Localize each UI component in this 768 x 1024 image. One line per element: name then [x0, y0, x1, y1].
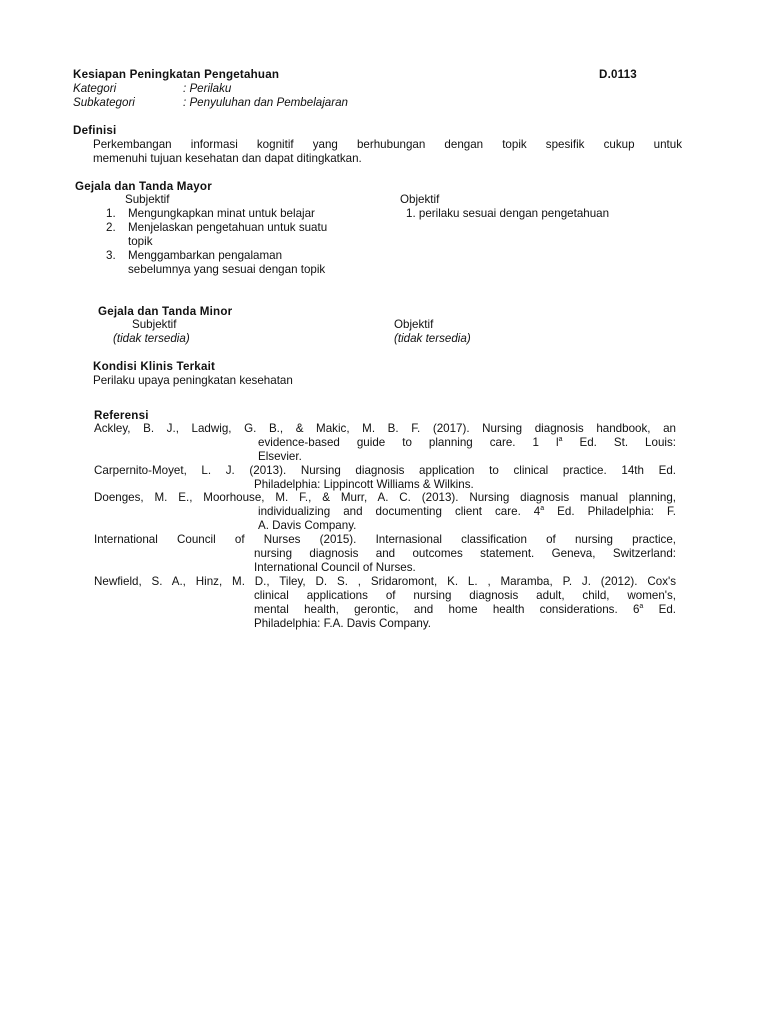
- mayor-objektif-item-1: 1. perilaku sesuai dengan pengetahuan: [406, 207, 610, 220]
- mayor-subjektif-item-2-num: 2.: [106, 221, 116, 234]
- kategori-label: Kategori: [73, 82, 117, 95]
- definisi-heading: Definisi: [73, 124, 117, 137]
- reference-3-line-1: Doenges, M. E., Moorhouse, M. F., & Murr, A. C. (2013). Nursing diagnosis manual planning,: [94, 491, 676, 504]
- minor-objektif-value: (tidak tersedia): [394, 332, 471, 345]
- definisi-line-1: Perkembangan informasi kognitif yang berhubungan dengan topik spesifik cukup untuk: [93, 138, 682, 151]
- mayor-heading: Gejala dan Tanda Mayor: [75, 180, 212, 193]
- mayor-subjektif-label: Subjektif: [125, 193, 170, 206]
- reference-5-line-4: Philadelphia: F.A. Davis Company.: [254, 617, 431, 630]
- reference-1-line-3: Elsevier.: [258, 450, 302, 463]
- minor-subjektif-value: (tidak tersedia): [113, 332, 190, 345]
- mayor-subjektif-item-3-num: 3.: [106, 249, 116, 262]
- mayor-subjektif-item-3: Menggambarkan pengalaman: [128, 249, 283, 262]
- reference-entry-3: [94, 491, 676, 533]
- reference-3-sup: a: [540, 505, 545, 513]
- mayor-subjektif-item-2: Menjelaskan pengetahuan untuk suatu: [128, 221, 328, 234]
- reference-3-text-a: individualizing and documenting client care. 4: [258, 505, 541, 518]
- reference-3-line-3: A. Davis Company.: [258, 519, 357, 532]
- minor-objektif-label: Objektif: [394, 318, 434, 331]
- kondisi-heading: Kondisi Klinis Terkait: [93, 360, 216, 373]
- mayor-objektif-label: Objektif: [400, 193, 440, 206]
- reference-4-line-3: International Council of Nurses.: [254, 561, 416, 574]
- reference-3-text-b: Ed. Philadelphia: F.: [544, 505, 676, 518]
- minor-subjektif-label: Subjektif: [132, 318, 177, 331]
- reference-1-sup: a: [558, 436, 563, 444]
- mayor-subjektif-item-1: Mengungkapkan minat untuk belajar: [128, 207, 315, 220]
- kategori-value: : Perilaku: [183, 82, 232, 95]
- reference-5-line-3: [94, 603, 676, 617]
- reference-entry-5: [94, 575, 676, 631]
- reference-5-line-1: Newfield, S. A., Hinz, M. D., Tiley, D. S. , Sridaromont, K. L. , Maramba, P. J. (2012). Cox's: [94, 575, 676, 588]
- reference-5-text-a: mental health, gerontic, and home health considerations. 6: [254, 603, 640, 616]
- reference-3-line-2: [94, 505, 676, 519]
- mayor-subjektif-item-2-cont: topik: [128, 235, 153, 248]
- subkategori-value: : Penyuluhan dan Pembelajaran: [183, 96, 349, 109]
- reference-1-text-b: Ed. St. Louis:: [562, 436, 676, 449]
- reference-4-line-2: nursing diagnosis and outcomes statement. Geneva, Switzerland:: [254, 547, 676, 560]
- reference-5-sup: a: [639, 603, 644, 611]
- referensi-heading: Referensi: [94, 409, 149, 422]
- reference-1-text-a: evidence-based guide to planning care. 1 l: [258, 436, 559, 449]
- reference-2-line-2: Philadelphia: Lippincott Williams & Wilkins.: [254, 478, 474, 491]
- reference-entry-1: [94, 422, 676, 464]
- reference-5-text-b: Ed.: [643, 603, 676, 616]
- definisi-line-2: memenuhi tujuan kesehatan dan dapat ditingkatkan.: [93, 152, 362, 165]
- reference-entry-4: [94, 533, 676, 575]
- mayor-subjektif-item-1-num: 1.: [106, 207, 116, 220]
- minor-heading: Gejala dan Tanda Minor: [98, 305, 233, 318]
- reference-1-line-1: Ackley, B. J., Ladwig, G. B., & Makic, M. B. F. (2017). Nursing diagnosis handbook, an: [94, 422, 676, 435]
- diagnosis-title: Kesiapan Peningkatan Pengetahuan: [73, 68, 280, 81]
- reference-5-line-2: clinical applications of nursing diagnosis adult, child, women's,: [254, 589, 676, 602]
- reference-1-line-2: [94, 436, 676, 450]
- diagnosis-code: D.0113: [599, 68, 637, 81]
- kondisi-value: Perilaku upaya peningkatan kesehatan: [93, 374, 293, 387]
- mayor-subjektif-item-3-cont: sebelumnya yang sesuai dengan topik: [128, 263, 326, 276]
- reference-2-line-1: Carpernito-Moyet, L. J. (2013). Nursing diagnosis application to clinical practice. 14th Ed.: [94, 464, 676, 477]
- subkategori-label: Subkategori: [73, 96, 135, 109]
- reference-4-line-1: International Council of Nurses (2015). Internasional classification of nursing practice,: [94, 533, 676, 546]
- reference-entry-2: [94, 464, 676, 492]
